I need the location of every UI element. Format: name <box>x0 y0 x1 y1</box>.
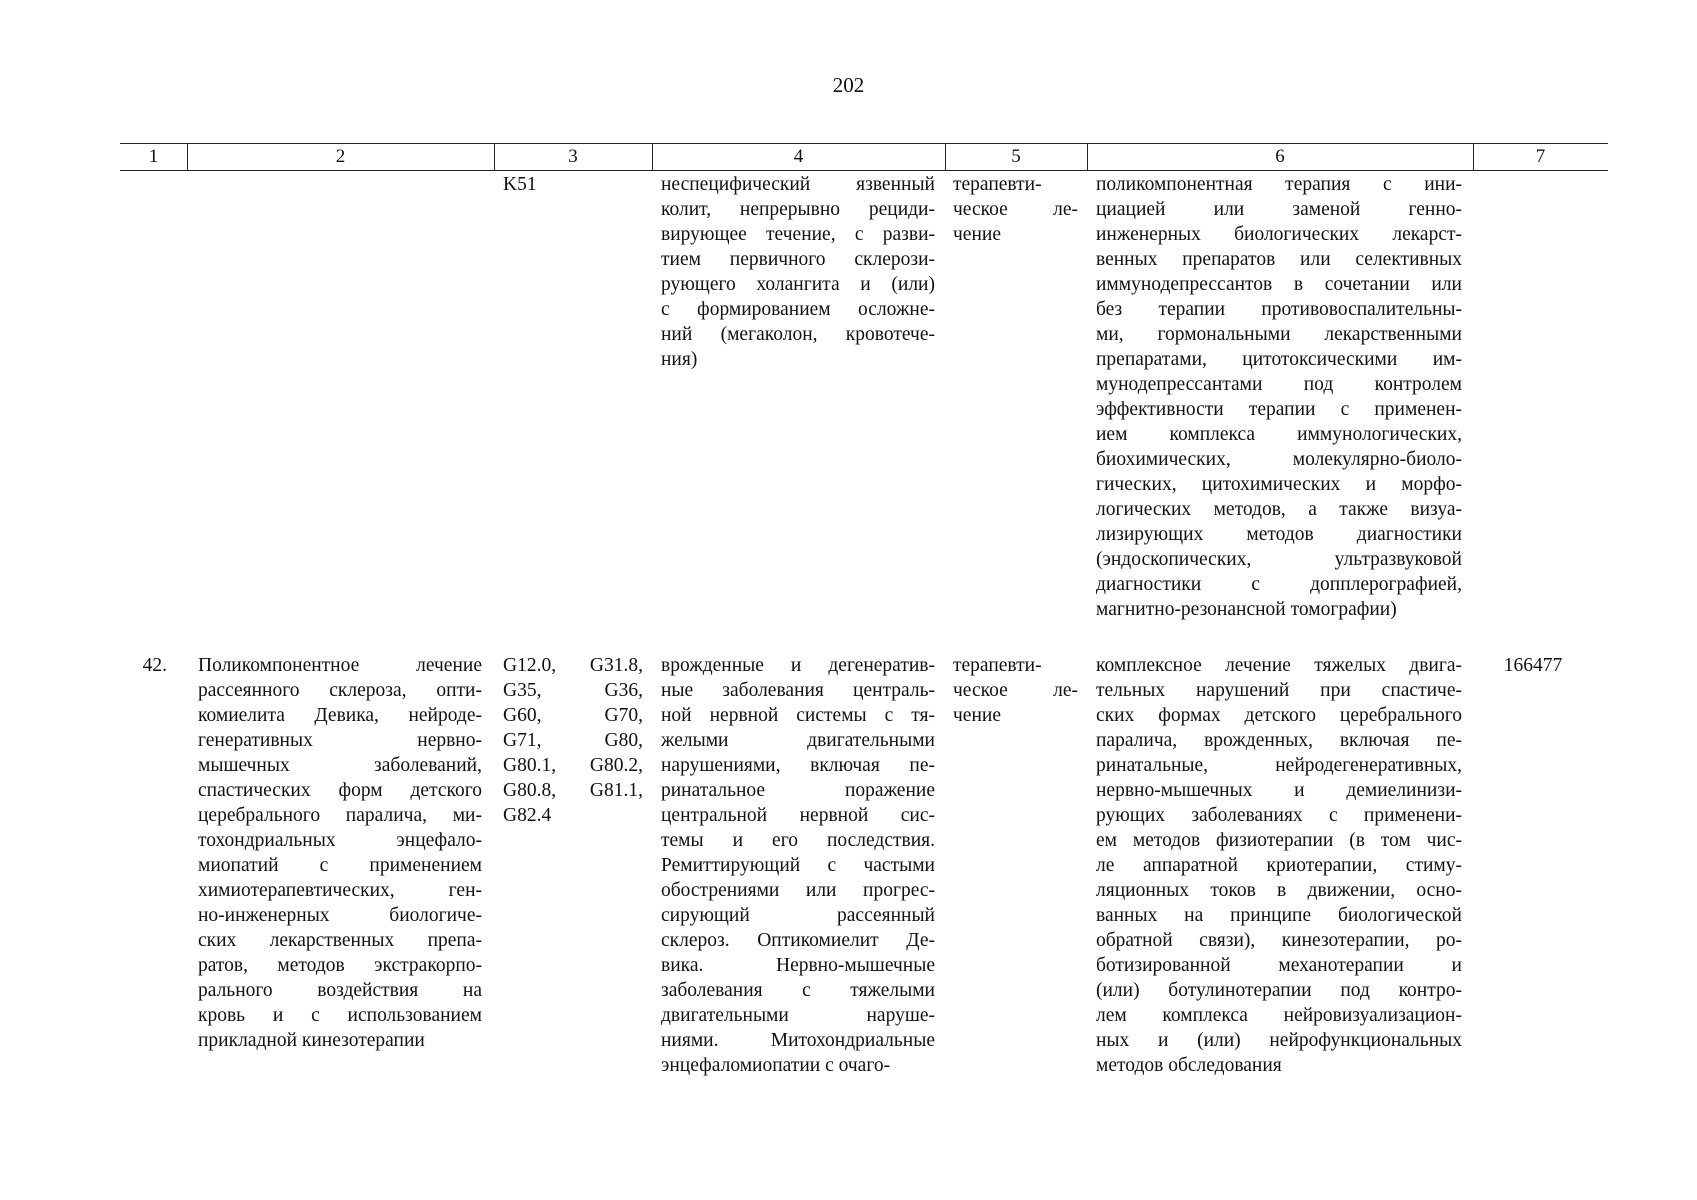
text-line: нарушениями, включая пе- <box>661 755 935 776</box>
text-line: иммунодепрессантов в сочетании или <box>1096 274 1462 295</box>
text-line: поликомпонентная терапия с ини- <box>1096 174 1462 195</box>
text-line: неспецифический язвенный <box>661 174 935 195</box>
text-line: терапевти- <box>953 174 1042 195</box>
text-line: рассеянного склероза, опти- <box>198 680 482 701</box>
text-line: генеративных нервно- <box>198 730 482 751</box>
text-line: ратов, методов экстракорпо- <box>198 955 482 976</box>
text-line: терапевти- <box>953 655 1042 676</box>
icd-codes-cell <box>503 172 643 197</box>
text-line: препаратами, цитотоксическими им- <box>1096 349 1462 370</box>
text-line: без терапии противовоспалительны- <box>1096 299 1462 320</box>
column-header-4: 4 <box>793 146 804 167</box>
text-line: ных и (или) нейрофункциональных <box>1096 1030 1462 1051</box>
text-line: ринатальное поражение <box>661 780 935 801</box>
text-line: G71, G80, <box>503 730 643 751</box>
header-bottom-rule <box>120 170 1608 171</box>
text-line: двигательными наруше- <box>661 1005 935 1026</box>
text-line: гических, цитохимических и морфо- <box>1096 474 1462 495</box>
text-line: ботизированной механотерапии и <box>1096 955 1462 976</box>
row-number: 42. <box>142 655 167 676</box>
text-line: ми, гормональными лекарственными <box>1096 324 1462 345</box>
text-line: комиелита Девика, нейроде- <box>198 705 482 726</box>
text-line: тельных нарушений при спастиче- <box>1096 680 1462 701</box>
text-line: G82.4 <box>503 805 552 826</box>
text-line: химиотерапевтических, ген- <box>198 880 482 901</box>
text-line: обострениями или прогрес- <box>661 880 935 901</box>
treatment-type-cell <box>953 172 1078 247</box>
text-line: методов обследования <box>1096 1055 1282 1076</box>
text-line: ринатальные, нейродегенеративных, <box>1096 755 1462 776</box>
column-header-1: 1 <box>148 146 159 167</box>
text-line: (эндоскопических, ультразвуковой <box>1096 549 1462 570</box>
text-line: энцефаломиопатии с очаго- <box>661 1055 891 1076</box>
text-line: рального воздействия на <box>198 980 482 1001</box>
text-line: заболевания с тяжелыми <box>661 980 935 1001</box>
text-line: спастических форм детского <box>198 780 482 801</box>
text-line: обратной связи), кинезотерапии, ро- <box>1096 930 1462 951</box>
text-line: колит, непрерывно рециди- <box>661 199 935 220</box>
text-line: мышечных заболеваний, <box>198 755 482 776</box>
text-line: лизирующих методов диагностики <box>1096 524 1462 545</box>
text-line: ния) <box>661 349 698 370</box>
treatment-method-cell <box>1096 172 1462 622</box>
text-line: церебрального паралича, ми- <box>198 805 482 826</box>
text-line: прикладной кинезотерапии <box>198 1030 425 1051</box>
treatment-type-cell <box>953 653 1078 728</box>
text-line: вика. Нервно-мышечные <box>661 955 935 976</box>
text-line: Ремиттирующий с частыми <box>661 855 935 876</box>
text-line: Поликомпонентное лечение <box>198 655 482 676</box>
icd-codes-cell <box>503 653 643 828</box>
care-type-name-cell <box>198 653 482 1053</box>
text-line: G80.1, G80.2, <box>503 755 643 776</box>
text-line: тием первичного склерози- <box>661 249 935 270</box>
text-line: чение <box>953 224 1001 245</box>
text-line: ских лекарственных препа- <box>198 930 482 951</box>
treatment-method-cell <box>1096 653 1462 1078</box>
text-line: сирующий рассеянный <box>661 905 935 926</box>
text-line: инженерных биологических лекарст- <box>1096 224 1462 245</box>
cost-cell: 166477 <box>1503 655 1563 676</box>
column-header-7: 7 <box>1535 146 1546 167</box>
text-line: эффективности терапии с применен- <box>1096 399 1462 420</box>
text-line: логических методов, а также визуа- <box>1096 499 1462 520</box>
text-line: ием комплекса иммунологических, <box>1096 424 1462 445</box>
text-line: G12.0, G31.8, <box>503 655 643 676</box>
text-line: мунодепрессантами под контролем <box>1096 374 1462 395</box>
text-line: склероз. Оптикомиелит Де- <box>661 930 935 951</box>
text-line: рующего холангита и (или) <box>661 274 935 295</box>
text-line: биохимических, молекулярно-биоло- <box>1096 449 1462 470</box>
text-line: ниями. Митохондриальные <box>661 1030 935 1051</box>
text-line: (или) ботулинотерапии под контро- <box>1096 980 1462 1001</box>
text-line: желыми двигательными <box>661 730 935 751</box>
text-line: циацией или заменой генно- <box>1096 199 1462 220</box>
text-line: ляционных токов в движении, осно- <box>1096 880 1462 901</box>
text-line: диагностики с допплерографией, <box>1096 574 1462 595</box>
text-line: с формированием осложне- <box>661 299 935 320</box>
text-line: рующих заболеваниях с применени- <box>1096 805 1462 826</box>
text-line: магнитно-резонансной томографии) <box>1096 599 1397 620</box>
text-line: чение <box>953 705 1001 726</box>
text-line: G80.8, G81.1, <box>503 780 643 801</box>
text-line: центральной нервной сис- <box>661 805 935 826</box>
page-number: 202 <box>832 73 865 97</box>
text-line: ванных на принципе биологической <box>1096 905 1462 926</box>
text-line: кровь и с использованием <box>198 1005 482 1026</box>
column-header-2: 2 <box>335 146 346 167</box>
text-line: G35, G36, <box>503 680 643 701</box>
column-header-5: 5 <box>1011 146 1021 167</box>
text-line: врожденные и дегенератив- <box>661 655 935 676</box>
text-line: ских формах детского церебрального <box>1096 705 1462 726</box>
text-line: ем методов физиотерапии (в том чис- <box>1096 830 1462 851</box>
text-line: ческое ле- <box>953 199 1078 220</box>
text-line: паралича, врожденных, включая пе- <box>1096 730 1462 751</box>
text-line: K51 <box>503 174 537 195</box>
text-line: комплексное лечение тяжелых двига- <box>1096 655 1462 676</box>
text-line: ные заболевания централь- <box>661 680 935 701</box>
text-line: ле аппаратной криотерапии, стиму- <box>1096 855 1462 876</box>
text-line: ний (мегаколон, кровотече- <box>661 324 935 345</box>
text-line: миопатий с применением <box>198 855 482 876</box>
text-line: темы и его последствия. <box>661 830 935 851</box>
patient-model-cell <box>661 172 935 372</box>
text-line: лем комплекса нейровизуализацион- <box>1096 1005 1462 1026</box>
text-line: но-инженерных биологиче- <box>198 905 482 926</box>
text-line: тохондриальных энцефало- <box>198 830 482 851</box>
column-header-3: 3 <box>568 146 578 167</box>
text-line: ческое ле- <box>953 680 1078 701</box>
text-line: нервно-мышечных и демиелинизи- <box>1096 780 1462 801</box>
patient-model-cell <box>661 653 935 1078</box>
text-line: венных препаратов или селективных <box>1096 249 1462 270</box>
column-header-6: 6 <box>1275 146 1285 167</box>
text-line: вирующее течение, с разви- <box>661 224 935 245</box>
text-line: ной нервной системы с тя- <box>661 705 935 726</box>
text-line: G60, G70, <box>503 705 643 726</box>
